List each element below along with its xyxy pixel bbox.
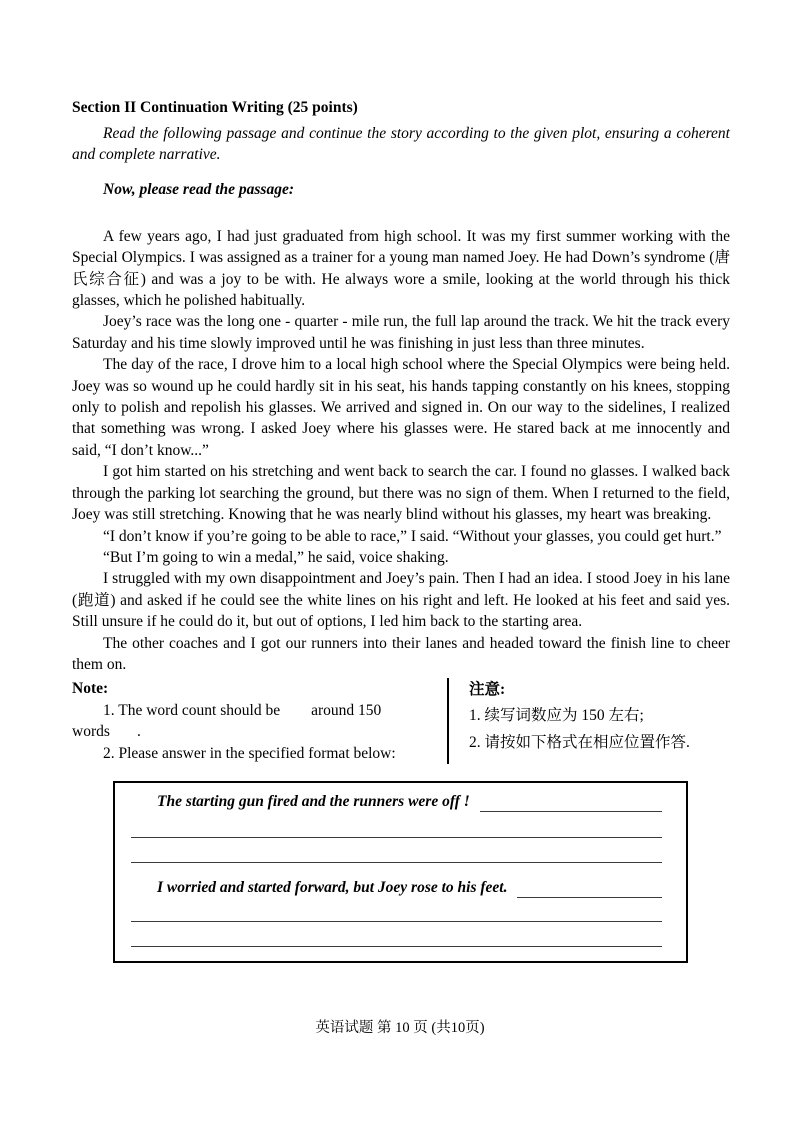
- passage-paragraph: The other coaches and I got our runners into their lanes and headed toward the finish line to cheer them on.: [72, 634, 730, 673]
- note-chinese: [449, 678, 730, 764]
- answer-blank-line: [131, 901, 662, 922]
- notes-section: [72, 678, 730, 764]
- note-chinese-heading: 注意:: [469, 681, 506, 699]
- note-chinese-item-1: 1. 续写词数应为 150 左右;: [469, 707, 644, 725]
- passage-paragraph: I struggled with my own disappointment and Joey’s pain. Then I had an idea. I stood Joey in his lane (跑道) and asked if he could see the white lines on his right and left. He looked at his feet and said yes. Still unsure if he could do it, but out of options, I led him back to the starting area.: [72, 570, 730, 631]
- answer-blank-inline: [480, 791, 662, 812]
- note-chinese-item-2: 2. 请按如下格式在相应位置作答.: [469, 734, 690, 752]
- section-title: Section II Continuation Writing (25 points): [72, 99, 358, 116]
- passage: [72, 226, 730, 676]
- note-english: [72, 678, 445, 764]
- answer-prompt-2: I worried and started forward, but Joey rose to his feet.: [157, 878, 512, 896]
- passage-paragraph: I got him started on his stretching and went back to search the car. I found no glasses. I walked back through the parking lot searching the ground, but there was no sign of them. When I returned to the field, Joey was still stretching. Knowing that he was nearly blind without his glasses, my heart was breaking.: [72, 463, 730, 524]
- answer-blank-line: [131, 815, 662, 838]
- passage-paragraph: “I don’t know if you’re going to be able to race,” I said. “Without your glasses, you could get hurt.”: [103, 527, 722, 545]
- passage-paragraph: A few years ago, I had just graduated from high school. It was my first summer working with the Special Olympics. I was assigned as a trainer for a young man named Joey. He had Down’s syndrome (唐氏综合征) and was a joy to be with. He always wore a smile, looking at the world through his thick glasses, which he polished habitually.: [72, 227, 730, 310]
- answer-blank-line: [131, 838, 662, 863]
- read-passage-prompt: Now, please read the passage:: [103, 180, 295, 198]
- passage-paragraph: The day of the race, I drove him to a local high school where the Special Olympics were being held. Joey was so wound up he could hardly sit in his seat, his hands tapping constantly on his knees, stopping only to polish and repolish his glasses. We arrived and signed in. On our way to the sidelines, I realized that something was wrong. I asked Joey where his glasses were. He stared back at me innocently and said, “I don’t know...”: [72, 356, 730, 459]
- passage-paragraph: “But I’m going to win a medal,” he said, voice shaking.: [103, 548, 449, 566]
- answer-blank-line: [131, 922, 662, 947]
- passage-paragraph: Joey’s race was the long one - quarter - mile run, the full lap around the track. We hit the track every Saturday and his time slowly improved until he was finishing in just less than three minutes.: [72, 313, 730, 352]
- section-instructions: Read the following passage and continue the story according to the given plot, ensuring a coherent and complete narrative.: [72, 125, 730, 164]
- page-footer: 英语试题 第 10 页 (共10页): [315, 1020, 485, 1036]
- note-english-item-2: 2. Please answer in the specified format below:: [103, 744, 396, 762]
- note-english-heading: Note:: [72, 680, 109, 698]
- answer-prompt-row-2: [157, 877, 662, 901]
- answer-blank-inline: [517, 877, 662, 898]
- note-english-item-1: 1. The word count should be around 150: [103, 701, 382, 719]
- answer-prompt-1: The starting gun fired and the runners were off !: [157, 792, 474, 810]
- answer-format-box: [113, 781, 688, 963]
- answer-prompt-row-1: [157, 791, 662, 815]
- note-english-item-1-wrap: words .: [72, 723, 141, 741]
